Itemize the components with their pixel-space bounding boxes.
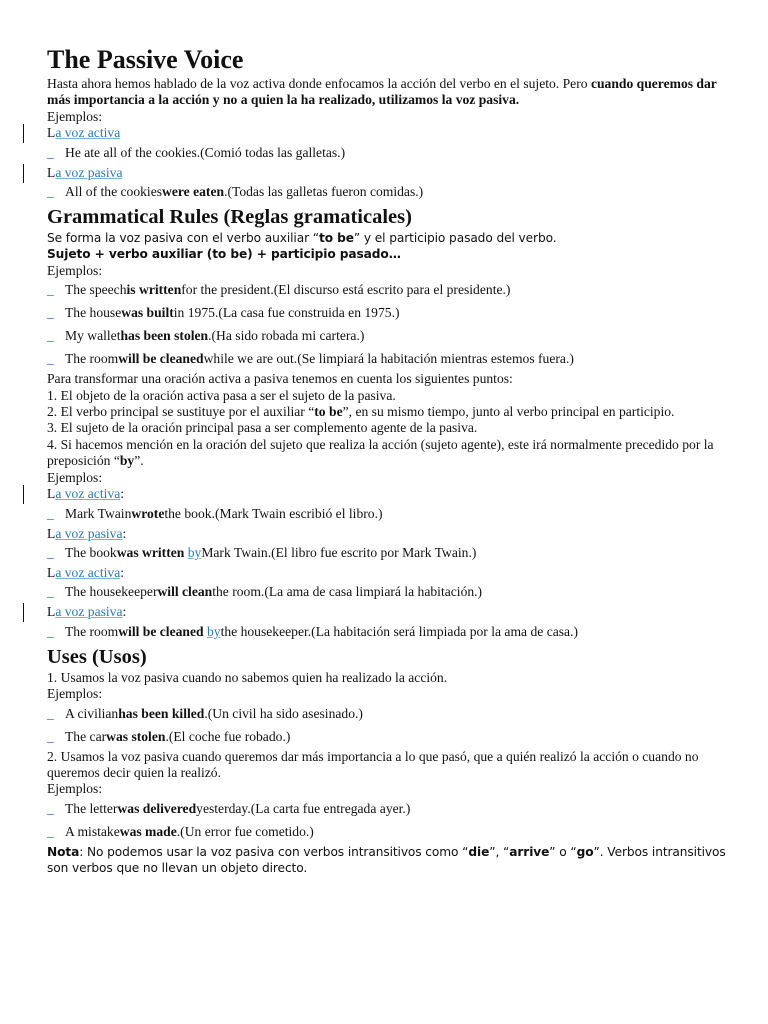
ejemplos-label: Ejemplos: <box>47 469 103 485</box>
bullet-link[interactable]: _ <box>47 144 54 160</box>
example-line: _ The car was stolen .(El coche fue robado.) <box>47 728 291 744</box>
use-2: 2. Usamos la voz pasiva cuando queremos dar más importancia a lo que pasó, que a quién realizó la acción o cuando no queremos decir quien la realizó. <box>47 748 699 780</box>
example-line: _ The speech is written for the president.(El discurso está escrito para el presidente.) <box>47 282 511 298</box>
voz-activa-label: La voz activa <box>47 125 727 141</box>
by-link[interactable]: by <box>206 623 221 639</box>
voz-activa-link[interactable]: a voz activa <box>55 486 121 502</box>
example-line: _ All of the cookies were eaten .(Todas las galletas fueron comidas.) <box>47 184 424 200</box>
voz-pasiva-link[interactable]: a voz pasiva <box>55 164 123 180</box>
bullet-link[interactable]: _ <box>47 505 54 521</box>
example-line: _ The room will be cleaned while we are out.(Se limpiará la habitación mientras estemos fuera.) <box>47 351 574 367</box>
bullet-link[interactable]: _ <box>47 544 54 560</box>
grammar-formula: Sujeto + verbo auxiliar (to be) + participio pasado… <box>47 247 401 262</box>
bullet-link[interactable]: _ <box>47 351 54 367</box>
example-line: _ The letter was delivered yesterday.(La carta fue entregada ayer.) <box>47 800 411 816</box>
example-line: _ The book was written by Mark Twain.(El libro fue escrito por Mark Twain.) <box>47 544 477 560</box>
intro-paragraph <box>47 76 727 109</box>
bullet-link[interactable]: _ <box>47 584 54 600</box>
bullet-link[interactable]: _ <box>47 823 54 839</box>
voz-pasiva-label: La voz pasiva: <box>47 525 127 541</box>
grammar-heading: Grammatical Rules (Reglas gramaticales) <box>47 206 412 229</box>
bullet-link[interactable]: _ <box>47 184 54 200</box>
uses-heading: Uses (Usos) <box>47 645 147 668</box>
rule-2: 2. El verbo principal se sustituye por el auxiliar “to be”, en su mismo tiempo, junto al verbo principal en participio. <box>47 404 675 420</box>
bullet-link[interactable]: _ <box>47 305 54 321</box>
revision-bar <box>23 603 24 622</box>
ejemplos-label: Ejemplos: <box>47 262 103 278</box>
revision-bar <box>23 485 24 504</box>
rule-4: 4. Si hacemos mención en la oración del sujeto que realiza la acción (sujeto agente), este irá normalmente precedido por la preposición “by”. <box>47 436 714 469</box>
bullet-link[interactable]: _ <box>47 623 54 639</box>
bullet-link[interactable]: _ <box>47 282 54 298</box>
ejemplos-label: Ejemplos: <box>47 781 103 797</box>
example-line: _ The housekeeper will clean the room.(La ama de casa limpiará la habitación.) <box>47 584 483 600</box>
document <box>47 44 727 877</box>
voz-pasiva-label: La voz pasiva <box>47 165 727 181</box>
note-paragraph: Nota: No podemos usar la voz pasiva con verbos intransitivos como “die”, “arrive” o “go”. Verbos intransitivos son verbos que no llevan un objeto directo. <box>47 844 726 876</box>
example-line: _ My wallet has been stolen .(Ha sido robada mi cartera.) <box>47 328 365 344</box>
voz-pasiva-link[interactable]: a voz pasiva <box>55 604 123 620</box>
voz-activa-link[interactable]: a voz activa <box>55 564 121 580</box>
ejemplos-label: Ejemplos: <box>47 108 103 124</box>
use-1: 1. Usamos la voz pasiva cuando no sabemos quien ha realizado la acción. <box>47 669 448 685</box>
voz-activa-label: La voz activa: <box>47 486 727 502</box>
bullet-link[interactable]: _ <box>47 728 54 744</box>
rule-3: 3. El sujeto de la oración principal pasa a ser complemento agente de la pasiva. <box>47 420 478 436</box>
voz-activa-link[interactable]: a voz activa <box>55 125 121 141</box>
grammar-line: Se forma la voz pasiva con el verbo auxiliar “to be” y el participio pasado del verbo. <box>47 231 557 246</box>
by-link[interactable]: by <box>187 544 202 560</box>
revision-bar <box>23 124 24 143</box>
example-line: _ A mistake was made .(Un error fue cometido.) <box>47 823 314 839</box>
bullet-link[interactable]: _ <box>47 705 54 721</box>
example-line: _ He ate all of the cookies.(Comió todas las galletas.) <box>47 144 346 160</box>
bullet-link[interactable]: _ <box>47 800 54 816</box>
example-line: _ The room will be cleaned by the housekeeper.(La habitación será limpiada por la ama de casa.) <box>47 623 579 639</box>
revision-bar <box>23 164 24 183</box>
ejemplos-label: Ejemplos: <box>47 686 103 702</box>
voz-activa-label: La voz activa: <box>47 564 125 580</box>
example-line: _ A civilian has been killed .(Un civil ha sido asesinado.) <box>47 705 363 721</box>
intro-bold: cuando queremos dar más importancia a la acción y no a quien la ha realizado, utilizamos la voz pasiva. <box>47 76 717 108</box>
transform-intro: Para transformar una oración activa a pasiva tenemos en cuenta los siguientes puntos: <box>47 371 513 387</box>
page-title: The Passive Voice <box>47 45 244 74</box>
voz-pasiva-label: La voz pasiva: <box>47 604 727 620</box>
bullet-link[interactable]: _ <box>47 328 54 344</box>
rule-1: 1. El objeto de la oración activa pasa a ser el sujeto de la pasiva. <box>47 387 396 403</box>
intro-text: Hasta ahora hemos hablado de la voz activa donde enfocamos la acción del verbo en el sujeto. Pero <box>47 76 591 91</box>
example-line: _ Mark Twain wrote the book.(Mark Twain escribió el libro.) <box>47 505 383 521</box>
example-line: _ The house was built in 1975.(La casa fue construida en 1975.) <box>47 305 400 321</box>
voz-pasiva-link[interactable]: a voz pasiva <box>55 525 123 541</box>
